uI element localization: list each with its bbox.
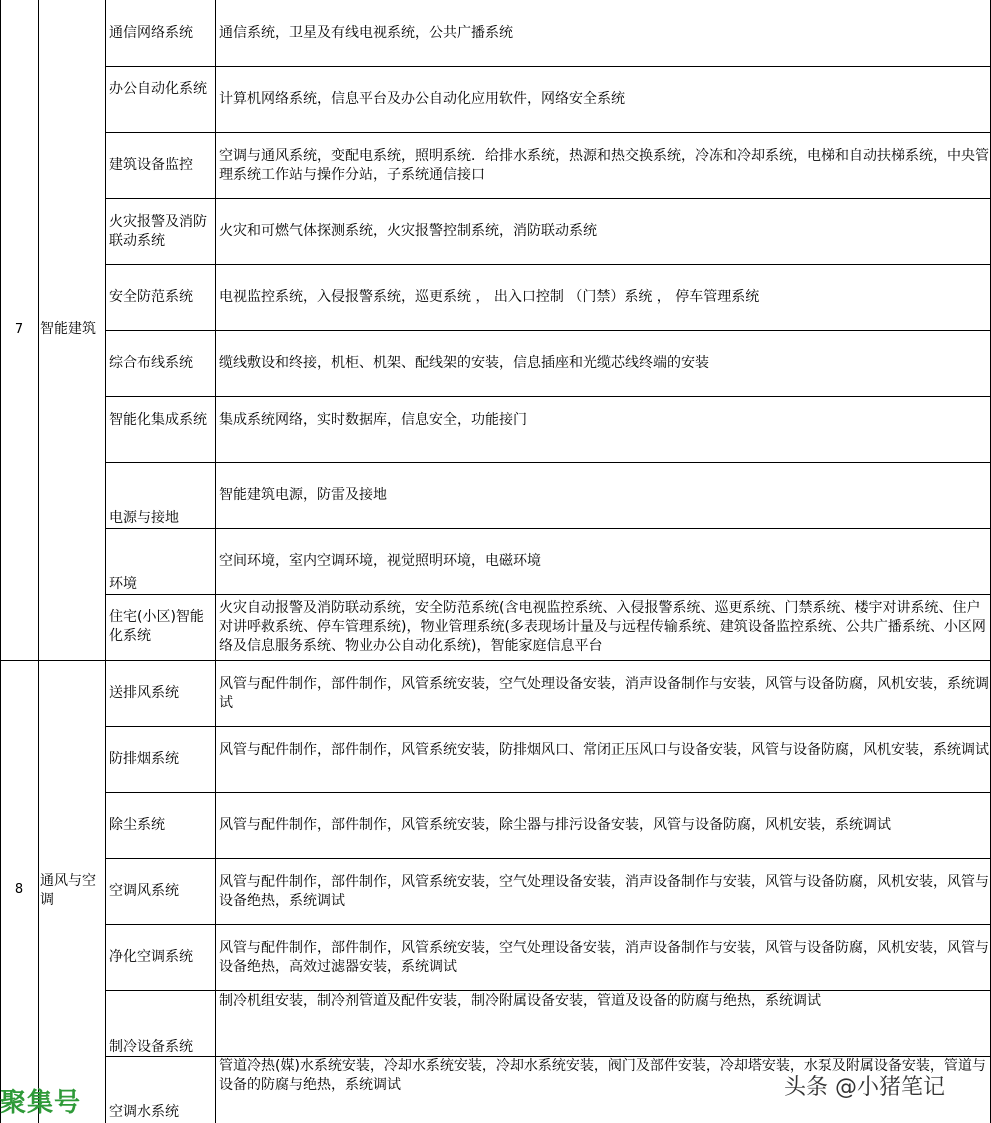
table-row-subsystem: 通信网络系统	[109, 25, 193, 41]
table-row-description: 火灾自动报警及消防联动系统，安全防范系统(含电视监控系统、入侵报警系统、巡更系统、门禁系统、楼宇对讲系统、住户对讲呼救系统、停车管理系统)，物业管理系统(多表现场计量及与远程传输系统、建筑设备监控系统、公共广播系统、小区网络及信息服务系统、物业办公自动化系统)，智能家庭信息平台	[219, 600, 986, 654]
table-row-subsystem: 电源与接地	[109, 510, 179, 526]
table-row-subsystem: 建筑设备监控	[109, 157, 193, 173]
row-divider	[105, 462, 991, 463]
table-row-subsystem: 制冷设备系统	[109, 1039, 193, 1055]
table-row-subsystem: 净化空调系统	[109, 949, 193, 965]
table-row-subsystem: 安全防范系统	[109, 289, 193, 305]
table-row-subsystem: 防排烟系统	[109, 751, 179, 767]
section-divider	[0, 660, 991, 661]
row-divider	[105, 132, 991, 133]
table-row-description: 火灾和可燃气体探测系统，火灾报警控制系统，消防联动系统	[219, 223, 597, 239]
table-row-subsystem: 环境	[109, 576, 137, 592]
column-divider	[105, 0, 106, 1123]
watermark-credit-right: 头条 @小猪笔记	[784, 1075, 945, 1100]
table-row-subsystem: 空调风系统	[109, 883, 179, 899]
row-divider	[105, 858, 991, 859]
table-row-description: 智能建筑电源，防雷及接地	[219, 487, 387, 503]
table-row-subsystem: 住宅(小区)智能化系统	[109, 609, 204, 644]
table-row-subsystem: 送排风系统	[109, 685, 179, 701]
table-row-description: 通信系统，卫星及有线电视系统，公共广播系统	[219, 25, 513, 41]
row-divider	[105, 66, 991, 67]
table-row-description: 风管与配件制作，部件制作，风管系统安装，空气处理设备安装，消声设备制作与安装，风管与设备防腐，风机安装，风管与设备绝热，系统调试	[219, 874, 989, 909]
section-number: 8	[14, 882, 24, 897]
table-row-description: 电视监控系统，入侵报警系统，巡更系统 ， 出入口控制 （门禁）系统 ， 停车管理系统	[219, 289, 760, 305]
table-row-description: 风管与配件制作，部件制作，风管系统安装，除尘器与排污设备安装，风管与设备防腐，风机安装，系统调试	[219, 817, 891, 833]
section-number: 7	[14, 322, 24, 337]
table-row-description: 集成系统网络，实时数据库，信息安全，功能接门	[219, 412, 527, 428]
table-row-subsystem: 除尘系统	[109, 817, 165, 833]
section-category: 智能建筑	[40, 321, 96, 337]
table-row-subsystem: 空调水系统	[109, 1104, 179, 1120]
row-divider	[105, 594, 991, 595]
table-row-description: 风管与配件制作，部件制作，风管系统安装，防排烟风口、常闭正压风口与设备安装，风管与设备防腐，风机安装，系统调试	[219, 742, 989, 758]
table-row-description: 制冷机组安装，制冷剂管道及配件安装，制冷附属设备安装，管道及设备的防腐与绝热，系统调试	[219, 993, 821, 1009]
row-divider	[105, 198, 991, 199]
row-divider	[105, 264, 991, 265]
watermark-logo-left: 聚集号	[0, 1088, 82, 1118]
table-row-description: 空调与通风系统，变配电系统，照明系统．给排水系统，热源和热交换系统，冷冻和冷却系统，电梯和自动扶梯系统，中央管理系统工作站与操作分站，子系统通信接口	[219, 148, 989, 183]
row-divider	[105, 528, 991, 529]
column-divider	[215, 0, 216, 1123]
table-row-subsystem: 智能化集成系统	[109, 412, 207, 428]
table-row-description: 管道冷热(媒)水系统安装，冷却水系统安装，冷却水系统安装，阀门及部件安装，冷却塔安装，水泵及附属设备安装，管道与设备的防腐与绝热，系统调试	[219, 1058, 986, 1093]
section-category: 通风与空调	[40, 873, 96, 908]
table-row-description: 风管与配件制作，部件制作，风管系统安装，空气处理设备安装，消声设备制作与安装，风管与设备防腐，风机安装，系统调试	[219, 676, 989, 711]
column-divider	[38, 0, 39, 1123]
table-row-subsystem: 综合布线系统	[109, 355, 193, 371]
table-row-description: 风管与配件制作，部件制作，风管系统安装，空气处理设备安装，消声设备制作与安装，风管与设备防腐，风机安装，风管与设备绝热，高效过滤器安装，系统调试	[219, 940, 989, 975]
row-divider	[105, 726, 991, 727]
table-row-subsystem: 火灾报警及消防联动系统	[109, 214, 207, 249]
table-row-description: 缆线敷设和终接，机柜、机架、配线架的安装，信息插座和光缆芯线终端的安装	[219, 355, 709, 371]
row-divider	[105, 396, 991, 397]
row-divider	[105, 330, 991, 331]
table-border-left	[0, 0, 1, 1123]
row-divider	[105, 990, 991, 991]
table-row-description: 空间环境，室内空调环境，视觉照明环境，电磁环境	[219, 553, 541, 569]
table-row-subsystem: 办公自动化系统	[109, 81, 207, 97]
row-divider	[105, 924, 991, 925]
row-divider	[105, 792, 991, 793]
table-row-description: 计算机网络系统，信息平台及办公自动化应用软件，网络安全系统	[219, 91, 625, 107]
